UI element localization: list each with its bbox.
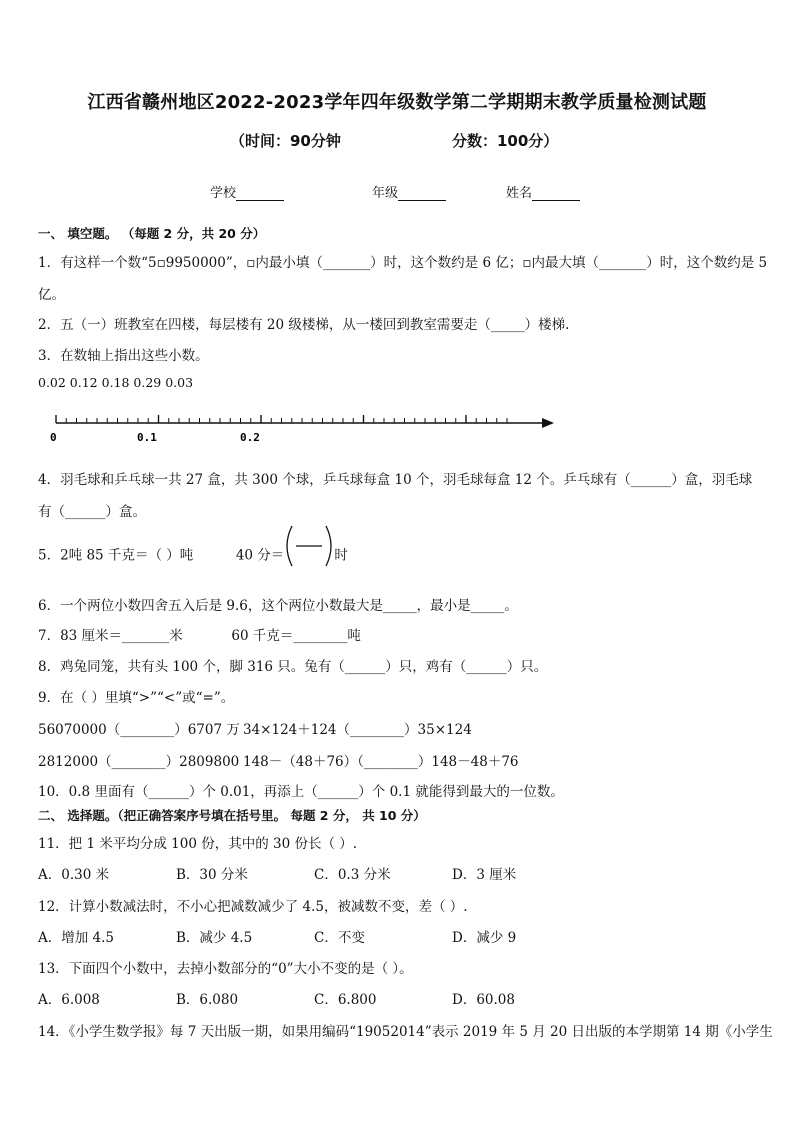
q12-option-c[interactable]: C．不变 [314,930,365,946]
question-5-part-1: 5．2吨 85 千克＝（ ）吨 [38,547,194,564]
name-label: 姓名 [506,186,533,201]
name-blank[interactable] [532,188,580,201]
section-fill-title: 一、 填空题。 （每题 2 分，共 20 分） [38,226,266,241]
q11-option-a[interactable]: A．0.30 米 [38,867,110,883]
q12-option-d[interactable]: D．减少 9 [452,930,517,946]
left-paren [287,526,292,566]
tick-label-0-1: 0.1 [137,431,157,444]
right-paren [326,526,331,566]
q13-option-b[interactable]: B．6.080 [176,992,239,1008]
number-line-arrow [542,418,554,428]
question-8: 8．鸡兔同笼，共有头 100 个，脚 316 只。兔有（______）只，鸡有（______）只。 [38,659,548,675]
grade-field [372,182,446,201]
fraction-box-svg [284,524,334,568]
question-2: 2．五（一）班教室在四楼，每层楼有 20 级楼梯，从一楼回到教室需要走（_____）楼梯. [38,317,570,333]
question-7 [38,624,361,644]
question-3: 3．在数轴上指出这些小数。 [38,348,209,364]
question-11: 11．把 1 米平均分成 100 份，其中的 30 份长（ ）. [38,836,358,852]
name-field [506,182,580,201]
question-9-row-2b: 148－（48＋76）（________）148－48＋76 [243,754,519,770]
tick-label-0-2: 0.2 [240,431,260,444]
question-3-values: 0.02 0.12 0.18 0.29 0.03 [38,375,194,390]
question-6: 6．一个两位小数四舍五入后是 9.6，这个两位小数最大是_____，最小是_____。 [38,598,518,614]
school-blank[interactable] [236,188,284,201]
question-9: 9．在（ ）里填“>”“<”或“=”。 [38,690,235,706]
question-1-line-2: 亿。 [38,287,65,303]
grade-label: 年级 [372,186,399,201]
school-field [210,182,284,201]
question-7-part-1: 7．83 厘米＝_______米 [38,628,183,644]
question-12: 12．计算小数减法时，不小心把减数减少了 4.5，被减数不变，差（ ）. [38,899,468,915]
number-line-ticks [56,415,507,423]
question-14: 14．《小学生数学报》每 7 天出版一期，如果用编码“19052014”表示 2019 年 5 月 20 日出版的本学期第 14 期《小学生 [38,1024,773,1040]
section-choice-title: 二、 选择题。（把正确答案序号填在括号里。 每题 2 分， 共 10 分） [38,808,426,823]
q13-option-a[interactable]: A．6.008 [38,992,100,1008]
q12-option-a[interactable]: A．增加 4.5 [38,930,115,946]
question-13: 13．下面四个小数中，去掉小数部分的“0”大小不变的是（ ）。 [38,961,413,977]
score-info: 分数：100分） [452,132,559,150]
q11-option-c[interactable]: C．0.3 分米 [314,867,391,883]
fraction-blank[interactable] [284,536,334,576]
question-9-row-2a: 2812000（________）2809800 [38,754,240,770]
time-info: （时间：90分钟 [230,132,341,150]
question-7-part-2: 60 千克＝________吨 [231,628,361,644]
q11-option-d[interactable]: D．3 厘米 [452,867,517,883]
question-4-line-1: 4．羽毛球和乒乓球一共 27 盒，共 300 个球，乒乓球每盒 10 个，羽毛球每盒 12 个。乒乓球有（______）盒，羽毛球 [38,472,753,488]
question-5-part-3: 时 [334,547,348,564]
grade-blank[interactable] [398,188,446,201]
question-9-row-1b: 34×124＋124（________）35×124 [243,722,472,738]
q11-option-b[interactable]: B．30 分米 [176,867,248,883]
question-10: 10．0.8 里面有（______）个 0.01，再添上（______）个 0.1 就能得到最大的一位数。 [38,784,564,800]
question-4-line-2: 有（______）盒。 [38,504,146,520]
question-5 [38,536,348,576]
question-9-row-1a: 56070000（________）6707 万 [38,722,240,738]
question-1-line-1: 1．有这样一个数“5▫9950000”，▫内最小填（_______）时，这个数约是 6 亿；▫内最大填（_______）时，这个数约是 5 [38,255,768,271]
q13-option-c[interactable]: C．6.800 [314,992,377,1008]
question-5-part-2: 40 分＝ [235,547,285,564]
q13-option-d[interactable]: D．60.08 [452,992,515,1008]
tick-label-0: 0 [50,431,57,444]
q12-option-b[interactable]: B．减少 4.5 [176,930,253,946]
school-label: 学校 [210,186,237,201]
number-line [44,405,604,453]
page-title: 江西省赣州地区2022-2023学年四年级数学第二学期期末教学质量检测试题 [87,92,707,113]
